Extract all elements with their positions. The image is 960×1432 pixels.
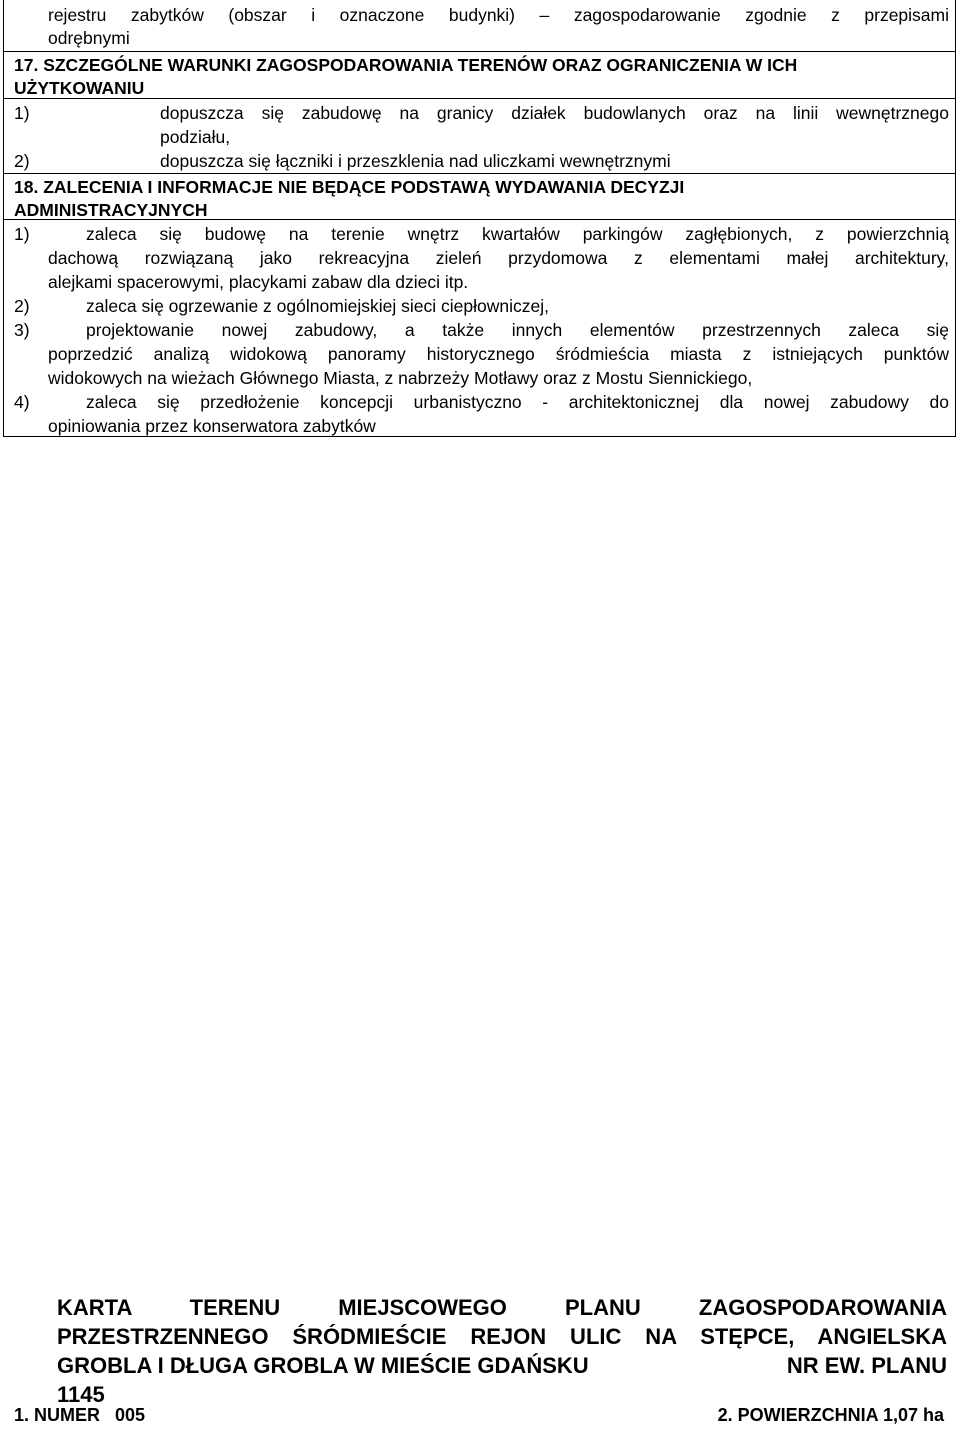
title-line: KARTA TERENU MIEJSCOWEGO PLANU ZAGOSPODAROWANIA <box>57 1295 947 1320</box>
item-number: 4) <box>14 392 30 412</box>
item-text: alejkami spacerowymi, placykami zabaw dla dzieci itp. <box>48 272 469 292</box>
item-text: dachową rozwiązaną jako rekreacyjna zieleń przydomowa z elementami małej architektury, <box>48 248 949 268</box>
title-plan-number-label: NR EW. PLANU <box>786 1353 947 1378</box>
row-divider <box>3 98 956 99</box>
item-text: projektowanie nowej zabudowy, a także innych elementów przestrzennych zaleca się <box>86 320 949 340</box>
item-number: 1) <box>14 103 30 123</box>
section-17-heading: UŻYTKOWANIU <box>14 78 145 98</box>
item-number: 2) <box>14 296 30 316</box>
title-city: GROBLA I DŁUGA GROBLA W MIEŚCIE GDAŃSKU <box>57 1353 589 1378</box>
item-number: 2) <box>14 151 30 171</box>
item-text: zaleca się przedłożenie koncepcji urbanistyczno - architektonicznej dla nowej zabudowy do <box>86 392 949 412</box>
numer-field: 1. NUMER 005 <box>14 1405 146 1425</box>
item-text: poprzedzić analizą widokową panoramy historycznego śródmieścia miasta z istniejących punktów <box>48 344 949 364</box>
continuation-line: odrębnymi <box>48 28 130 48</box>
item-text: opiniowania przez konserwatora zabytków <box>48 416 376 436</box>
row-divider <box>3 51 956 52</box>
item-text: widokowych na wieżach Głównego Miasta, z nabrzeży Motławy oraz z Mostu Siennickiego, <box>48 368 753 388</box>
item-text: dopuszcza się łączniki i przeszklenia nad uliczkami wewnętrznymi <box>160 151 671 171</box>
continuation-line: rejestru zabytków (obszar i oznaczone budynki) – zagospodarowanie zgodnie z przepisami <box>48 5 949 25</box>
section-18-heading: 18. ZALECENIA I INFORMACJE NIE BĘDĄCE PODSTAWĄ WYDAWANIA DECYZJI <box>14 177 685 197</box>
title-line: PRZESTRZENNEGO ŚRÓDMIEŚCIE REJON ULIC NA STĘPCE, ANGIELSKA <box>57 1324 947 1349</box>
section-17-heading: 17. SZCZEGÓLNE WARUNKI ZAGOSPODAROWANIA TERENÓW ORAZ OGRANICZENIA W ICH <box>14 55 798 75</box>
karta-terenu-title <box>57 1293 947 1409</box>
item-number: 3) <box>14 320 30 340</box>
item-text: zaleca się ogrzewanie z ogólnomiejskiej sieci ciepłowniczej, <box>86 296 549 316</box>
title-line <box>57 1351 947 1380</box>
plan-number: 1145 <box>57 1382 105 1407</box>
item-text: dopuszcza się zabudowę na granicy działek budowlanych oraz na linii wewnętrznego <box>160 103 949 123</box>
item-text: zaleca się budowę na terenie wnętrz kwartałów parkingów zagłębionych, z powierzchnią <box>86 224 949 244</box>
item-text: podziału, <box>160 127 231 147</box>
item-number: 1) <box>14 224 30 244</box>
powierzchnia-field: 2. POWIERZCHNIA 1,07 ha <box>717 1405 944 1425</box>
section-18-heading: ADMINISTRACYJNYCH <box>14 200 208 220</box>
